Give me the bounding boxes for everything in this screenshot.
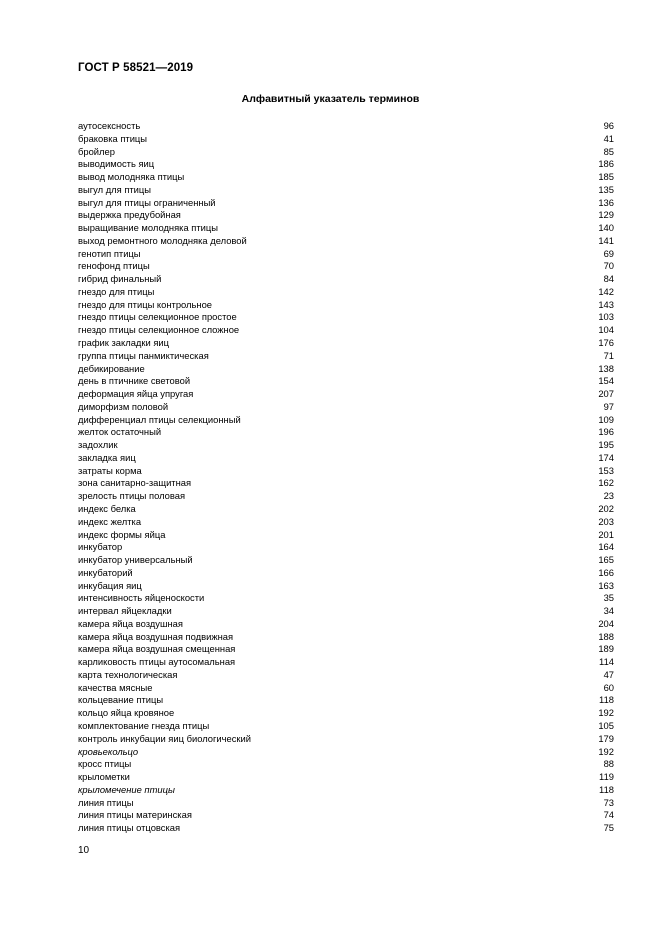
index-entry <box>78 477 614 490</box>
index-term: бройлер <box>78 145 115 157</box>
index-page-ref: 41 <box>603 132 614 144</box>
index-term: линия птицы материнская <box>78 809 192 821</box>
index-entry <box>78 120 614 133</box>
index-entry <box>78 439 614 452</box>
index-page-ref: 185 <box>598 171 614 183</box>
index-page-ref: 88 <box>603 758 614 770</box>
index-page-ref: 165 <box>598 554 614 566</box>
index-page-ref: 207 <box>598 388 614 400</box>
index-term: интенсивность яйценоскости <box>78 592 205 604</box>
index-term: браковка птицы <box>78 132 148 144</box>
index-term: качества мясные <box>78 681 153 693</box>
index-entry <box>78 273 614 286</box>
index-page-ref: 97 <box>603 400 614 412</box>
index-page-ref: 174 <box>598 451 614 463</box>
index-entry <box>78 146 614 159</box>
index-term: гибрид финальный <box>78 273 162 285</box>
index-page-ref: 103 <box>598 311 614 323</box>
index-term: комплектование гнезда птицы <box>78 719 210 731</box>
index-entry <box>78 414 614 427</box>
index-page-ref: 75 <box>603 822 614 834</box>
index-page-ref: 203 <box>598 515 614 527</box>
index-page-ref: 60 <box>603 681 614 693</box>
index-page-ref: 154 <box>598 375 614 387</box>
index-page-ref: 129 <box>598 209 614 221</box>
index-entry <box>78 311 614 324</box>
index-entry <box>78 694 614 707</box>
page-number: 10 <box>78 845 90 856</box>
index-page-ref: 204 <box>598 617 614 629</box>
index-term: дифференциал птицы селекционный <box>78 413 241 425</box>
index-page-ref: 74 <box>603 809 614 821</box>
index-entry <box>78 580 614 593</box>
index-entry <box>78 184 614 197</box>
index-page-ref: 189 <box>598 643 614 655</box>
index-term: камера яйца воздушная смещенная <box>78 643 236 655</box>
index-entry <box>78 618 614 631</box>
index-page-ref: 141 <box>598 234 614 246</box>
index-term: график закладки яиц <box>78 337 170 349</box>
index-page-ref: 114 <box>599 656 614 668</box>
index-term: кольцо яйца кровяное <box>78 707 175 719</box>
index-entry <box>78 529 614 542</box>
index-entry <box>78 452 614 465</box>
index-entry <box>78 554 614 567</box>
index-term: гнездо птицы селекционное простое <box>78 311 237 323</box>
index-term: линия птицы отцовская <box>78 822 181 834</box>
index-entry <box>78 771 614 784</box>
index-entry <box>78 592 614 605</box>
index-title: Алфавитный указатель терминов <box>241 93 420 105</box>
index-page-ref: 105 <box>598 719 614 731</box>
index-entry <box>78 503 614 516</box>
index-term: аутосексность <box>78 120 141 131</box>
index-entry <box>78 682 614 695</box>
index-term: камера яйца воздушная подвижная <box>78 630 234 642</box>
index-entry <box>78 363 614 376</box>
index-term: затраты корма <box>78 464 142 476</box>
index-page-ref: 70 <box>603 260 614 272</box>
index-entry <box>78 541 614 554</box>
index-term: гнездо для птицы <box>78 285 155 297</box>
index-page-ref: 118 <box>599 783 614 795</box>
index-page-ref: 84 <box>603 273 614 285</box>
index-term: индекс формы яйца <box>78 528 166 540</box>
index-page-ref: 71 <box>603 349 614 361</box>
index-entry <box>78 222 614 235</box>
index-entry <box>78 784 614 797</box>
index-page-ref: 192 <box>598 707 614 719</box>
index-term: кровьекольцо <box>78 745 139 757</box>
index-term: крыломечение птицы <box>78 783 175 795</box>
index-entry <box>78 631 614 644</box>
index-entry <box>78 809 614 822</box>
index-entry <box>78 707 614 720</box>
index-term: выводимость яиц <box>78 158 155 170</box>
index-entry <box>78 171 614 184</box>
index-term: гнездо птицы селекционное сложное <box>78 324 240 336</box>
index-page-ref: 201 <box>598 528 614 540</box>
index-term: закладка яиц <box>78 451 136 463</box>
index-page-ref: 202 <box>598 502 614 514</box>
index-term: выдержка предубойная <box>78 209 181 221</box>
index-term: индекс белка <box>78 502 136 514</box>
index-entry <box>78 797 614 810</box>
index-page-ref: 188 <box>598 630 614 642</box>
index-term: деформация яйца упругая <box>78 388 194 400</box>
index-entry <box>78 337 614 350</box>
index-term: день в птичнике световой <box>78 375 191 387</box>
index-entry <box>78 465 614 478</box>
index-page-ref: 163 <box>598 579 614 591</box>
index-term: камера яйца воздушная <box>78 617 183 629</box>
index-entry <box>78 669 614 682</box>
index-term: вывод молодняка птицы <box>78 171 185 183</box>
index-page-ref: 166 <box>598 566 614 578</box>
index-entry <box>78 375 614 388</box>
index-entry <box>78 720 614 733</box>
index-page-ref: 69 <box>603 247 614 259</box>
index-entry <box>78 758 614 771</box>
index-term: крылометки <box>78 771 130 783</box>
index-page-ref: 142 <box>598 285 614 297</box>
index-page-ref: 186 <box>598 158 614 170</box>
index-page-ref: 164 <box>598 541 614 553</box>
index-term: контроль инкубации яиц биологический <box>78 732 252 744</box>
index-page-ref: 135 <box>598 183 614 195</box>
index-term: генотип птицы <box>78 247 141 259</box>
index-page-ref: 192 <box>598 745 614 757</box>
index-term: зрелость птицы половая <box>78 490 186 502</box>
index-entry <box>78 733 614 746</box>
index-page-ref: 23 <box>603 490 614 502</box>
index-term: линия птицы <box>78 796 134 808</box>
index-entry <box>78 260 614 273</box>
index-page-ref: 85 <box>603 145 614 157</box>
index-entry <box>78 490 614 503</box>
index-entry <box>78 401 614 414</box>
index-term: инкубатор универсальный <box>78 554 193 566</box>
index-entry <box>78 822 614 835</box>
index-term: карта технологическая <box>78 668 178 680</box>
index-entry <box>78 158 614 171</box>
index-page-ref: 119 <box>599 771 614 783</box>
index-page-ref: 73 <box>603 796 614 808</box>
index-term: инкубаторий <box>78 566 133 578</box>
index-term: кросс птицы <box>78 758 132 770</box>
index-term: интервал яйцекладки <box>78 605 172 617</box>
index-entry <box>78 516 614 529</box>
index-term: дебикирование <box>78 362 145 374</box>
index-entry <box>78 299 614 312</box>
index-page-ref: 47 <box>603 668 614 680</box>
index-term: диморфизм половой <box>78 400 169 412</box>
index-entry <box>78 656 614 669</box>
index-page-ref: 96 <box>603 120 614 131</box>
index-entry <box>78 235 614 248</box>
index-entry <box>78 426 614 439</box>
index-term: группа птицы панмиктическая <box>78 349 209 361</box>
index-term: зона санитарно-защитная <box>78 477 192 489</box>
index-entry <box>78 286 614 299</box>
index-page-ref: 136 <box>598 196 614 208</box>
document-code: ГОСТ Р 58521—2019 <box>78 62 194 74</box>
index-entry <box>78 605 614 618</box>
index-page-ref: 162 <box>598 477 614 489</box>
index-page-ref: 143 <box>598 298 614 310</box>
index-entry <box>78 209 614 222</box>
index-page-ref: 118 <box>599 694 614 706</box>
index-page-ref: 153 <box>598 464 614 476</box>
index-term: генофонд птицы <box>78 260 150 272</box>
index-entry <box>78 248 614 261</box>
index-entry <box>78 643 614 656</box>
index-term: выращивание молодняка птицы <box>78 222 219 234</box>
index-term: гнездо для птицы контрольное <box>78 298 213 310</box>
index-term: желток остаточный <box>78 426 162 438</box>
index-page-ref: 196 <box>598 426 614 438</box>
index-entry <box>78 746 614 759</box>
index-term: инкубация яиц <box>78 579 142 591</box>
index-entry <box>78 388 614 401</box>
index-entry <box>78 133 614 146</box>
index-page-ref: 179 <box>598 732 614 744</box>
index-term: индекс желтка <box>78 515 142 527</box>
index-term: выгул для птицы <box>78 183 152 195</box>
index-page-ref: 176 <box>598 337 614 349</box>
index-page-ref: 34 <box>603 605 614 617</box>
index-page-ref: 104 <box>598 324 614 336</box>
index-page-ref: 35 <box>603 592 614 604</box>
index-entry <box>78 567 614 580</box>
index-entry <box>78 197 614 210</box>
index-term: задохлик <box>78 439 118 451</box>
index-page-ref: 195 <box>598 439 614 451</box>
index-term: кольцевание птицы <box>78 694 164 706</box>
index-page-ref: 138 <box>598 362 614 374</box>
index-page-ref: 140 <box>598 222 614 234</box>
index-term: выгул для птицы ограниченный <box>78 196 216 208</box>
index-entry <box>78 324 614 337</box>
index-page-ref: 109 <box>598 413 614 425</box>
index-term: карликовость птицы аутосомальная <box>78 656 236 668</box>
index-entry <box>78 350 614 363</box>
term-index-list <box>78 120 614 835</box>
index-term: выход ремонтного молодняка деловой <box>78 234 247 246</box>
index-term: инкубатор <box>78 541 123 553</box>
